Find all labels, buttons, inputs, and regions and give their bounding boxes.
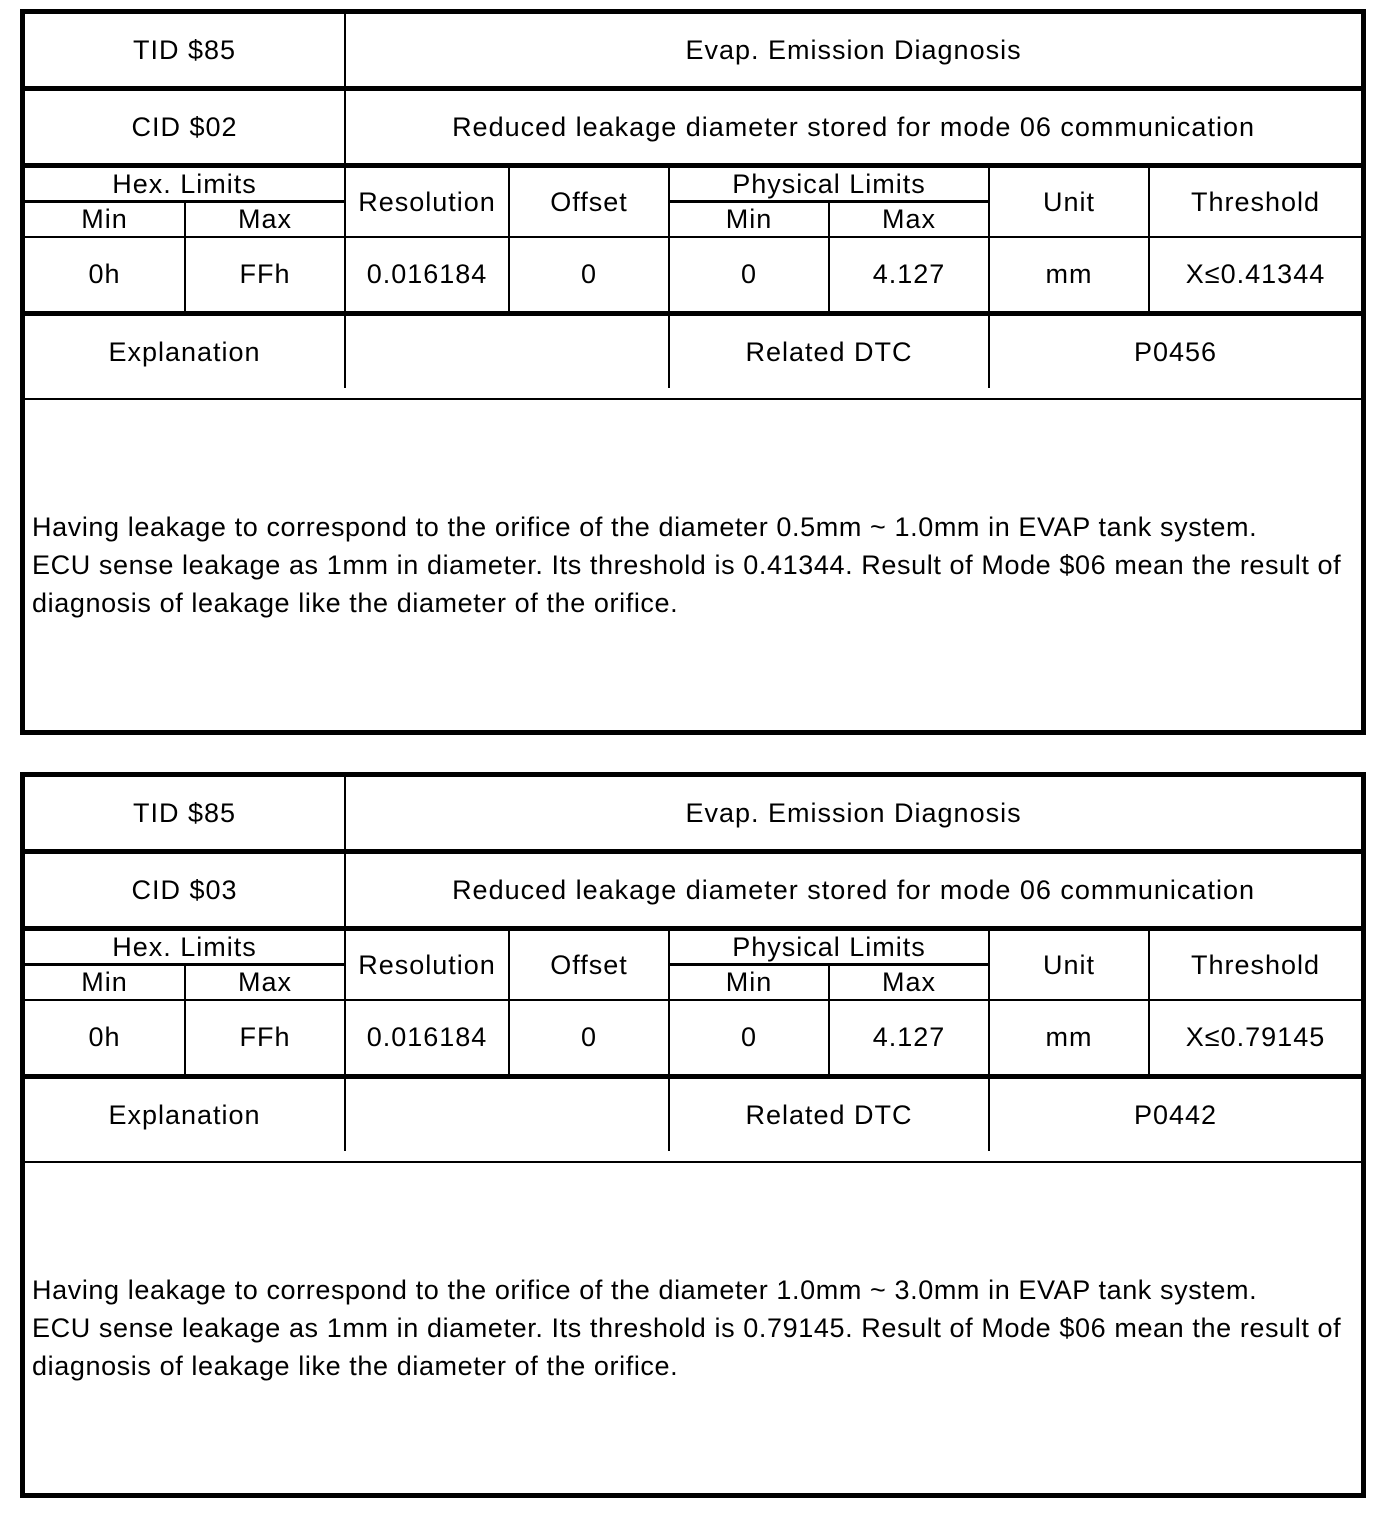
hex-max-header: Max (185, 202, 345, 238)
explanation-value (345, 314, 669, 389)
hex-min-header: Min (25, 965, 185, 1001)
explanation-paragraph: ECU sense leakage as 1mm in diameter. Its threshold is 0.79145. Result of Mode $06 mean the result of diagnosis of leakage like the diameter of the orifice. (32, 1313, 1342, 1381)
tid-description: Evap. Emission Diagnosis (345, 14, 1361, 89)
hex-max-header: Max (185, 965, 345, 1001)
unit-header: Unit (989, 166, 1149, 238)
threshold-value: X≤0.41344 (1149, 237, 1361, 314)
related-dtc-label: Related DTC (669, 314, 989, 389)
explanation-text (25, 398, 1361, 730)
explanation-paragraph: Having leakage to correspond to the orifice of the diameter 0.5mm ~ 1.0mm in EVAP tank system. (32, 512, 1258, 542)
explanation-text (25, 1161, 1361, 1493)
hex-max-value: FFh (185, 237, 345, 314)
tid-cell: TID $85 (25, 777, 345, 852)
cid-cell: CID $02 (25, 89, 345, 166)
physical-limits-header: Physical Limits (669, 929, 989, 965)
explanation-paragraph: ECU sense leakage as 1mm in diameter. Its threshold is 0.41344. Result of Mode $06 mean the result of diagnosis of leakage like the diameter of the orifice. (32, 550, 1342, 618)
phys-max-value: 4.127 (829, 1000, 989, 1077)
resolution-value: 0.016184 (345, 237, 509, 314)
phys-min-value: 0 (669, 237, 829, 314)
hex-limits-header: Hex. Limits (25, 929, 345, 965)
related-dtc-value: P0442 (989, 1077, 1361, 1152)
explanation-label: Explanation (25, 1077, 345, 1152)
offset-value: 0 (509, 237, 669, 314)
tid-cell: TID $85 (25, 14, 345, 89)
spec-grid (25, 777, 1361, 1151)
offset-header: Offset (509, 166, 669, 238)
spec-table-cid-02 (20, 9, 1366, 735)
hex-min-value: 0h (25, 1000, 185, 1077)
explanation-paragraph: Having leakage to correspond to the orifice of the diameter 1.0mm ~ 3.0mm in EVAP tank system. (32, 1275, 1258, 1305)
cid-cell: CID $03 (25, 852, 345, 929)
explanation-value (345, 1077, 669, 1152)
phys-min-header: Min (669, 965, 829, 1001)
resolution-value: 0.016184 (345, 1000, 509, 1077)
offset-header: Offset (509, 929, 669, 1001)
physical-limits-header: Physical Limits (669, 166, 989, 202)
spec-grid (25, 14, 1361, 388)
hex-max-value: FFh (185, 1000, 345, 1077)
threshold-value: X≤0.79145 (1149, 1000, 1361, 1077)
resolution-header: Resolution (345, 166, 509, 238)
unit-header: Unit (989, 929, 1149, 1001)
cid-description: Reduced leakage diameter stored for mode 06 communication (345, 89, 1361, 166)
phys-max-header: Max (829, 965, 989, 1001)
phys-min-value: 0 (669, 1000, 829, 1077)
threshold-header: Threshold (1149, 929, 1361, 1001)
unit-value: mm (989, 1000, 1149, 1077)
spec-table-cid-03 (20, 772, 1366, 1498)
hex-min-header: Min (25, 202, 185, 238)
hex-min-value: 0h (25, 237, 185, 314)
phys-max-value: 4.127 (829, 237, 989, 314)
tid-description: Evap. Emission Diagnosis (345, 777, 1361, 852)
related-dtc-value: P0456 (989, 314, 1361, 389)
offset-value: 0 (509, 1000, 669, 1077)
phys-min-header: Min (669, 202, 829, 238)
unit-value: mm (989, 237, 1149, 314)
explanation-label: Explanation (25, 314, 345, 389)
threshold-header: Threshold (1149, 166, 1361, 238)
hex-limits-header: Hex. Limits (25, 166, 345, 202)
cid-description: Reduced leakage diameter stored for mode 06 communication (345, 852, 1361, 929)
phys-max-header: Max (829, 202, 989, 238)
resolution-header: Resolution (345, 929, 509, 1001)
related-dtc-label: Related DTC (669, 1077, 989, 1152)
